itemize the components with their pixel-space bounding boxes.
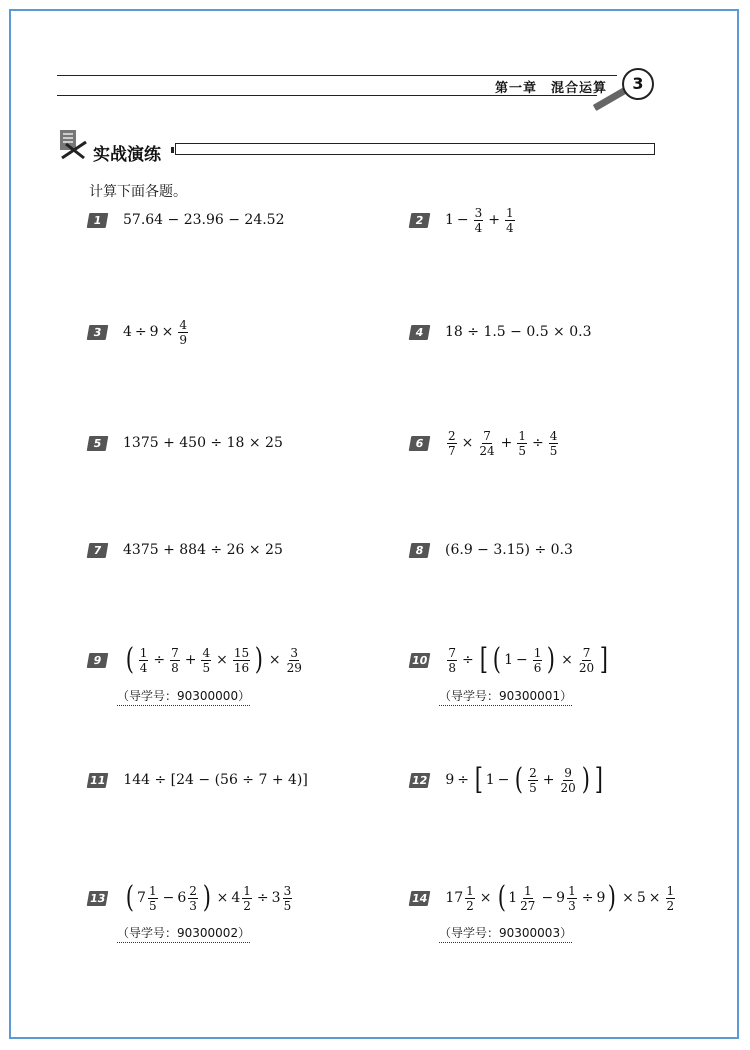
fraction: [519, 884, 536, 913]
operator: ×: [161, 324, 174, 340]
problem-7: [88, 530, 283, 570]
problem-number: 1: [87, 213, 109, 228]
operator: ÷: [461, 652, 474, 668]
guide-number: （导学号：90300003）: [439, 924, 572, 943]
paren: ): [581, 762, 590, 797]
fraction: [578, 646, 595, 675]
operator: +: [542, 772, 555, 788]
operator: ×: [216, 652, 228, 668]
mixed-number: [508, 884, 538, 913]
expression: 4375 + 884 ÷ 26 × 25: [123, 542, 283, 558]
term: 5: [636, 890, 646, 906]
operator: ÷: [457, 772, 469, 788]
numerator: 1: [518, 428, 527, 443]
numerator: 7: [448, 645, 456, 660]
operator: +: [488, 212, 501, 228]
whole: 9: [556, 890, 566, 906]
mixed-number: [177, 884, 200, 913]
numerator: 1: [466, 883, 474, 898]
denominator: 9: [179, 332, 187, 347]
denominator: 29: [286, 660, 302, 675]
bracket: [: [474, 762, 483, 797]
bracket: ]: [595, 762, 604, 797]
paren: ): [608, 880, 617, 915]
operator: ×: [561, 652, 573, 668]
denominator: 4: [506, 220, 514, 235]
bracket: ]: [599, 642, 609, 677]
operator: −: [497, 772, 510, 788]
problem-number: 13: [87, 891, 109, 906]
numerator: 7: [582, 645, 591, 660]
denominator: 8: [448, 660, 456, 675]
expression: 18 ÷ 1.5 − 0.5 × 0.3: [445, 324, 592, 340]
fraction: [666, 884, 676, 913]
fraction: [447, 429, 457, 458]
mixed-number: [137, 884, 160, 913]
mixed-number: [445, 884, 476, 913]
problem-number: 10: [409, 653, 431, 668]
numerator: 4: [549, 428, 558, 443]
numerator: 15: [233, 645, 250, 660]
whole: 3: [271, 890, 281, 906]
expression: (6.9 − 3.15) ÷ 0.3: [445, 542, 573, 558]
fraction: [286, 646, 303, 675]
term: 4: [123, 324, 132, 340]
problem-number: 7: [87, 543, 109, 558]
denominator: 7: [448, 443, 456, 458]
problem-number: 11: [87, 773, 109, 788]
operator: ÷: [581, 890, 594, 906]
fraction: [528, 766, 538, 795]
term: 1: [504, 652, 514, 668]
problem-number: 2: [409, 213, 431, 228]
mixed-number: [231, 884, 254, 913]
fraction: [474, 206, 484, 235]
term: 9: [149, 324, 159, 340]
denominator: 5: [518, 443, 527, 458]
paren: (: [497, 880, 506, 915]
numerator: 9: [564, 765, 572, 780]
denominator: 5: [148, 898, 157, 913]
fraction: [549, 429, 559, 458]
chapter-title: 第一章 混合运算: [495, 81, 608, 96]
numerator: 1: [568, 883, 576, 898]
operator: −: [162, 890, 175, 906]
term: 9: [596, 890, 606, 906]
whole: 4: [231, 890, 241, 906]
term: 1: [445, 212, 454, 228]
paren: (: [515, 762, 524, 797]
paren: (: [125, 642, 134, 677]
fraction: [447, 646, 457, 675]
problem-9: [88, 640, 305, 680]
section-title: 实战演练: [93, 145, 161, 165]
paren: (: [126, 880, 135, 915]
operator: ×: [216, 890, 229, 906]
operator: ×: [461, 435, 474, 451]
problem-14: [410, 878, 677, 918]
numerator: 4: [179, 317, 187, 332]
instruction: 计算下面各题。: [89, 184, 187, 200]
problem-number: 9: [87, 653, 109, 668]
problem-4: [410, 312, 592, 352]
numerator: 1: [148, 883, 157, 898]
fraction: [242, 884, 252, 913]
operator: −: [516, 652, 528, 668]
denominator: 24: [479, 443, 495, 458]
denominator: 2: [243, 898, 251, 913]
problem-number: 5: [87, 436, 109, 451]
bracket: [: [479, 642, 488, 677]
operator: +: [500, 435, 513, 451]
numerator: 2: [529, 765, 537, 780]
operator: ÷: [532, 435, 544, 451]
numerator: 3: [474, 205, 483, 220]
denominator: 2: [466, 898, 474, 913]
problem-1: [88, 200, 285, 240]
fraction: [505, 206, 515, 235]
numerator: 1: [243, 883, 251, 898]
denominator: 20: [560, 780, 576, 795]
problem-10: [410, 640, 611, 680]
paren: (: [493, 642, 502, 677]
problem-2: [410, 200, 517, 240]
term: 9: [445, 772, 455, 788]
problem-number: 4: [409, 325, 431, 340]
fraction: [139, 646, 149, 675]
numerator: 7: [483, 428, 491, 443]
mixed-number: [556, 884, 579, 913]
fraction: [178, 318, 188, 347]
paren: ): [547, 642, 556, 677]
fraction: [233, 646, 250, 675]
expression: 57.64 − 23.96 − 24.52: [123, 212, 285, 228]
numerator: 4: [202, 645, 211, 660]
guide-number: （导学号：90300000）: [117, 687, 250, 706]
operator: ×: [648, 890, 661, 906]
denominator: 5: [549, 443, 558, 458]
whole: 7: [137, 890, 146, 906]
problem-8: [410, 530, 573, 570]
denominator: 5: [283, 898, 292, 913]
paren: ): [254, 642, 264, 677]
numerator: 1: [533, 645, 542, 660]
section-title-bar: [175, 143, 655, 155]
numerator: 1: [139, 645, 148, 660]
numerator: 1: [523, 883, 532, 898]
operator: +: [184, 652, 197, 668]
problem-11: [88, 760, 308, 800]
operator: ×: [268, 652, 281, 668]
guide-number: （导学号：90300002）: [117, 924, 250, 943]
pencil-ruler-icon: [56, 128, 90, 162]
expression: 1375 + 450 ÷ 18 × 25: [123, 435, 283, 451]
whole: 6: [177, 890, 187, 906]
problem-12: [410, 760, 606, 800]
page-number: 3: [622, 68, 654, 100]
whole: 17: [445, 890, 464, 906]
header-rule-top: [57, 75, 617, 76]
problem-13: [88, 878, 294, 918]
problem-number: 14: [409, 891, 431, 906]
fraction: [567, 884, 577, 913]
operator: ×: [479, 890, 492, 906]
numerator: 1: [506, 205, 514, 220]
paren: ): [202, 880, 211, 915]
operator: ÷: [134, 324, 147, 340]
fraction: [465, 884, 475, 913]
problem-number: 3: [87, 325, 109, 340]
denominator: 3: [568, 898, 576, 913]
numerator: 1: [666, 883, 675, 898]
operator: −: [541, 890, 554, 906]
operator: ÷: [256, 890, 269, 906]
fraction: [170, 646, 180, 675]
denominator: 8: [171, 660, 179, 675]
denominator: 20: [578, 660, 595, 675]
denominator: 6: [533, 660, 542, 675]
denominator: 3: [189, 898, 197, 913]
numerator: 3: [290, 645, 299, 660]
numerator: 3: [283, 883, 292, 898]
fraction: [283, 884, 293, 913]
denominator: 16: [233, 660, 250, 675]
denominator: 27: [520, 898, 536, 913]
problem-number: 8: [409, 543, 431, 558]
numerator: 2: [448, 428, 456, 443]
denominator: 5: [202, 660, 211, 675]
term: 1: [485, 772, 495, 788]
fraction: [148, 884, 158, 913]
denominator: 5: [529, 780, 537, 795]
denominator: 2: [666, 898, 675, 913]
numerator: 2: [189, 883, 197, 898]
fraction: [201, 646, 211, 675]
fraction: [559, 766, 576, 795]
fraction: [478, 429, 495, 458]
numerator: 7: [171, 645, 179, 660]
problem-6: [410, 423, 560, 463]
operator: ÷: [153, 652, 166, 668]
operator: ×: [622, 890, 634, 906]
denominator: 4: [139, 660, 148, 675]
fraction: [533, 646, 543, 675]
mixed-number: [272, 884, 295, 913]
expression: 144 ÷ [24 − (56 ÷ 7 + 4)]: [123, 772, 308, 788]
fraction: [517, 429, 527, 458]
fraction: [188, 884, 198, 913]
problem-number: 12: [409, 773, 431, 788]
whole: 1: [508, 890, 518, 906]
problem-3: [88, 312, 190, 352]
operator: −: [456, 212, 469, 228]
guide-number: （导学号：90300001）: [439, 687, 572, 706]
problem-number: 6: [409, 436, 431, 451]
problem-5: [88, 423, 283, 463]
denominator: 4: [474, 220, 483, 235]
